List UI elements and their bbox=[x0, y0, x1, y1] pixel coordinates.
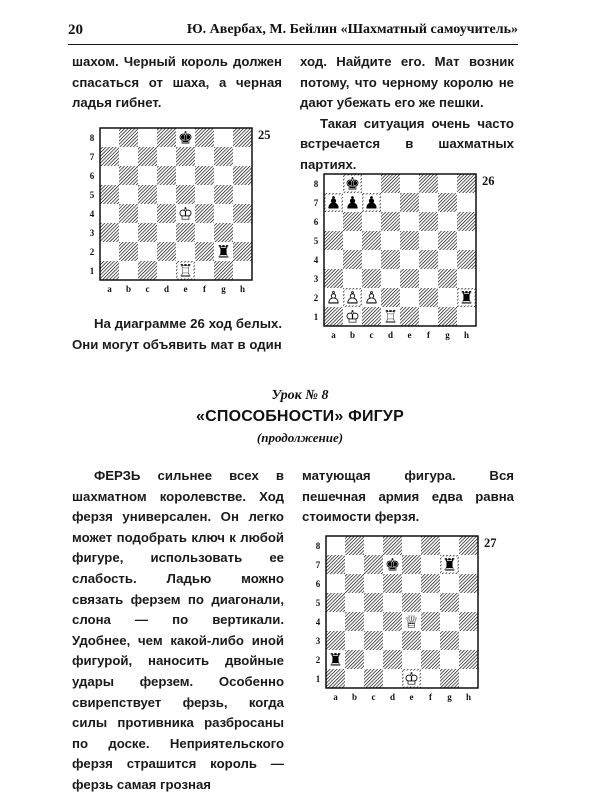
square-b3 bbox=[119, 223, 138, 242]
square-h1 bbox=[457, 307, 476, 326]
square-g5 bbox=[438, 231, 457, 250]
white-pawn-icon: ♙ bbox=[363, 288, 380, 308]
rank-label: 1 bbox=[315, 673, 321, 684]
chess-board bbox=[86, 126, 278, 296]
square-h4 bbox=[459, 612, 478, 631]
text-right-top bbox=[300, 52, 514, 176]
black-rook-icon: ♜ bbox=[441, 555, 458, 575]
square-g3 bbox=[440, 631, 459, 650]
section-title: «СПОСОБНОСТИ» ФИГУР bbox=[196, 408, 404, 425]
square-f2 bbox=[195, 242, 214, 261]
file-label: a bbox=[107, 284, 112, 294]
square-a8 bbox=[100, 128, 119, 147]
square-f8 bbox=[419, 174, 438, 193]
square-a4 bbox=[100, 204, 119, 223]
square-d3 bbox=[381, 269, 400, 288]
square-h1 bbox=[459, 669, 478, 688]
black-pawn-icon: ♟ bbox=[325, 193, 342, 213]
square-d8 bbox=[381, 174, 400, 193]
square-h6 bbox=[457, 212, 476, 231]
square-h7 bbox=[233, 147, 252, 166]
square-h1 bbox=[233, 261, 252, 280]
file-label: c bbox=[371, 692, 376, 702]
square-d2 bbox=[383, 650, 402, 669]
square-f3 bbox=[421, 631, 440, 650]
square-a1 bbox=[324, 307, 343, 326]
square-c8 bbox=[362, 174, 381, 193]
square-e2 bbox=[176, 242, 195, 261]
file-label: b bbox=[349, 330, 356, 340]
square-d3 bbox=[383, 631, 402, 650]
rank-label: 2 bbox=[313, 292, 319, 303]
square-f5 bbox=[419, 231, 438, 250]
square-d2 bbox=[157, 242, 176, 261]
square-c3 bbox=[362, 269, 381, 288]
square-d6 bbox=[381, 212, 400, 231]
file-label: h bbox=[463, 330, 470, 340]
square-h8 bbox=[459, 536, 478, 555]
square-d4 bbox=[383, 612, 402, 631]
square-a3 bbox=[326, 631, 345, 650]
white-pawn-icon: ♙ bbox=[344, 288, 361, 308]
square-b5 bbox=[119, 185, 138, 204]
square-e3 bbox=[400, 269, 419, 288]
square-b4 bbox=[119, 204, 138, 223]
square-e8 bbox=[400, 174, 419, 193]
square-c1 bbox=[362, 307, 381, 326]
text-right-bottom bbox=[302, 466, 514, 528]
square-a6 bbox=[324, 212, 343, 231]
diagram-27 bbox=[312, 534, 504, 709]
square-c5 bbox=[364, 593, 383, 612]
square-a4 bbox=[326, 612, 345, 631]
white-rook-icon: ♖ bbox=[177, 261, 194, 281]
square-a5 bbox=[324, 231, 343, 250]
square-f7 bbox=[195, 147, 214, 166]
square-h2 bbox=[233, 242, 252, 261]
square-b8 bbox=[119, 128, 138, 147]
square-f6 bbox=[195, 166, 214, 185]
page-header bbox=[68, 20, 518, 45]
square-e4 bbox=[400, 250, 419, 269]
black-rook-icon: ♜ bbox=[215, 242, 232, 262]
square-f7 bbox=[421, 555, 440, 574]
square-c5 bbox=[362, 231, 381, 250]
square-g4 bbox=[214, 204, 233, 223]
file-label: a bbox=[333, 692, 338, 702]
diagram-25 bbox=[86, 126, 278, 301]
square-a7 bbox=[326, 555, 345, 574]
square-f1 bbox=[421, 669, 440, 688]
square-d4 bbox=[381, 250, 400, 269]
square-f8 bbox=[195, 128, 214, 147]
square-b2 bbox=[345, 650, 364, 669]
paragraph: шахом. Черный король должен спасаться от шаха, а черная ладья гибнет. bbox=[72, 54, 282, 111]
square-c7 bbox=[138, 147, 157, 166]
square-b1 bbox=[345, 669, 364, 688]
square-a3 bbox=[324, 269, 343, 288]
square-c2 bbox=[364, 650, 383, 669]
black-pawn-icon: ♟ bbox=[344, 193, 361, 213]
black-rook-icon: ♜ bbox=[327, 650, 344, 670]
square-b8 bbox=[345, 536, 364, 555]
file-label: b bbox=[125, 284, 132, 294]
square-f6 bbox=[419, 212, 438, 231]
rank-label: 6 bbox=[89, 170, 95, 181]
square-a8 bbox=[326, 536, 345, 555]
rank-label: 7 bbox=[313, 197, 319, 208]
square-b3 bbox=[345, 631, 364, 650]
square-g8 bbox=[214, 128, 233, 147]
square-b7 bbox=[345, 555, 364, 574]
rank-label: 3 bbox=[313, 273, 319, 284]
file-label: e bbox=[407, 330, 412, 340]
square-d8 bbox=[383, 536, 402, 555]
square-f4 bbox=[195, 204, 214, 223]
rank-label: 5 bbox=[89, 189, 95, 200]
rank-label: 6 bbox=[315, 578, 321, 589]
square-d6 bbox=[383, 574, 402, 593]
square-a3 bbox=[100, 223, 119, 242]
text-left-top bbox=[72, 52, 282, 114]
square-e7 bbox=[176, 147, 195, 166]
square-b2 bbox=[119, 242, 138, 261]
file-label: b bbox=[351, 692, 358, 702]
square-h5 bbox=[233, 185, 252, 204]
square-d7 bbox=[157, 147, 176, 166]
square-c2 bbox=[138, 242, 157, 261]
square-g4 bbox=[440, 612, 459, 631]
square-c4 bbox=[362, 250, 381, 269]
section-subtitle: (продолжение) bbox=[256, 430, 344, 445]
square-g4 bbox=[438, 250, 457, 269]
square-h6 bbox=[459, 574, 478, 593]
file-label: c bbox=[369, 330, 374, 340]
rank-label: 6 bbox=[313, 216, 319, 227]
square-e1 bbox=[400, 307, 419, 326]
square-g7 bbox=[214, 147, 233, 166]
square-h5 bbox=[459, 593, 478, 612]
square-e6 bbox=[402, 574, 421, 593]
square-g6 bbox=[440, 574, 459, 593]
file-label: d bbox=[163, 284, 170, 294]
white-rook-icon: ♖ bbox=[382, 307, 399, 327]
square-c1 bbox=[364, 669, 383, 688]
rank-label: 8 bbox=[315, 540, 321, 551]
square-b5 bbox=[345, 593, 364, 612]
square-d6 bbox=[157, 166, 176, 185]
file-label: g bbox=[447, 692, 452, 702]
square-f4 bbox=[421, 612, 440, 631]
square-g1 bbox=[438, 307, 457, 326]
square-a5 bbox=[100, 185, 119, 204]
square-b6 bbox=[343, 212, 362, 231]
square-d5 bbox=[383, 593, 402, 612]
square-f5 bbox=[421, 593, 440, 612]
white-king-icon: ♔ bbox=[344, 307, 361, 327]
lesson-number: Урок № 8 bbox=[271, 388, 329, 403]
black-pawn-icon: ♟ bbox=[363, 193, 380, 213]
square-d4 bbox=[157, 204, 176, 223]
file-label: a bbox=[331, 330, 336, 340]
black-king-icon: ♚ bbox=[384, 555, 401, 575]
file-label: f bbox=[427, 330, 430, 340]
square-g7 bbox=[438, 193, 457, 212]
square-c5 bbox=[138, 185, 157, 204]
file-label: f bbox=[429, 692, 432, 702]
square-h4 bbox=[457, 250, 476, 269]
rank-label: 5 bbox=[315, 597, 321, 608]
square-d5 bbox=[157, 185, 176, 204]
square-g8 bbox=[438, 174, 457, 193]
square-b3 bbox=[343, 269, 362, 288]
square-b6 bbox=[119, 166, 138, 185]
square-e8 bbox=[402, 536, 421, 555]
paragraph: Такая ситуация очень часто встречается в шахматных партиях. bbox=[300, 115, 514, 172]
rank-label: 2 bbox=[89, 246, 95, 257]
square-f6 bbox=[421, 574, 440, 593]
square-b6 bbox=[345, 574, 364, 593]
square-b4 bbox=[345, 612, 364, 631]
square-c3 bbox=[364, 631, 383, 650]
square-c7 bbox=[364, 555, 383, 574]
square-e7 bbox=[400, 193, 419, 212]
paragraph: ход. Найдите его. Мат возник потому, что черному королю не дают убежать его же пешки. bbox=[300, 54, 514, 111]
square-d1 bbox=[157, 261, 176, 280]
square-a7 bbox=[100, 147, 119, 166]
square-d5 bbox=[381, 231, 400, 250]
black-king-icon: ♚ bbox=[344, 174, 361, 194]
square-h6 bbox=[233, 166, 252, 185]
square-g1 bbox=[214, 261, 233, 280]
square-a4 bbox=[324, 250, 343, 269]
square-c1 bbox=[138, 261, 157, 280]
square-e5 bbox=[400, 231, 419, 250]
square-h4 bbox=[233, 204, 252, 223]
square-g3 bbox=[438, 269, 457, 288]
white-king-icon: ♔ bbox=[177, 204, 194, 224]
square-a8 bbox=[324, 174, 343, 193]
rank-label: 4 bbox=[313, 254, 319, 265]
file-label: d bbox=[387, 330, 394, 340]
rank-label: 7 bbox=[315, 559, 321, 570]
square-g8 bbox=[440, 536, 459, 555]
file-label: f bbox=[203, 284, 206, 294]
file-label: d bbox=[389, 692, 396, 702]
square-d3 bbox=[157, 223, 176, 242]
square-a6 bbox=[100, 166, 119, 185]
square-c8 bbox=[364, 536, 383, 555]
square-c6 bbox=[138, 166, 157, 185]
file-label: c bbox=[145, 284, 150, 294]
white-pawn-icon: ♙ bbox=[325, 288, 342, 308]
rank-label: 8 bbox=[89, 132, 95, 143]
square-f5 bbox=[195, 185, 214, 204]
square-c8 bbox=[138, 128, 157, 147]
square-b4 bbox=[343, 250, 362, 269]
square-d8 bbox=[157, 128, 176, 147]
square-h8 bbox=[457, 174, 476, 193]
rank-label: 5 bbox=[313, 235, 319, 246]
square-d2 bbox=[381, 288, 400, 307]
file-label: e bbox=[183, 284, 188, 294]
square-d1 bbox=[383, 669, 402, 688]
text-left-bottom bbox=[72, 466, 284, 796]
square-b7 bbox=[119, 147, 138, 166]
square-e2 bbox=[400, 288, 419, 307]
white-queen-icon: ♕ bbox=[403, 612, 420, 632]
square-e2 bbox=[402, 650, 421, 669]
file-label: g bbox=[445, 330, 450, 340]
paragraph: ФЕРЗЬ сильнее всех в шахматном королевстве. Ход ферзя универсален. Он легко может подобрать ключ к любой фигуре, использовать ее слабость. Ладью можно связать ферзем по диагонали, слона — по вертикали. Удобнее, чем какой-либо иной фигурой, наносить двойные удары ферзем. Особенно свирепствует ферзь, когда силы противника разбросаны по доске. Неприятельского ферзя страшится король — ферзь самая грозная bbox=[72, 468, 284, 792]
paragraph: матующая фигура. Вся пешечная армия едва равна стоимости ферзя. bbox=[302, 468, 514, 525]
square-a1 bbox=[100, 261, 119, 280]
square-c6 bbox=[364, 574, 383, 593]
square-e3 bbox=[402, 631, 421, 650]
file-label: e bbox=[409, 692, 414, 702]
square-a6 bbox=[326, 574, 345, 593]
square-g2 bbox=[438, 288, 457, 307]
square-f2 bbox=[421, 650, 440, 669]
square-c3 bbox=[138, 223, 157, 242]
square-f3 bbox=[419, 269, 438, 288]
square-h3 bbox=[459, 631, 478, 650]
diagram-number: 27 bbox=[484, 536, 497, 550]
square-g3 bbox=[214, 223, 233, 242]
square-c6 bbox=[362, 212, 381, 231]
square-h7 bbox=[457, 193, 476, 212]
square-c4 bbox=[364, 612, 383, 631]
square-e3 bbox=[176, 223, 195, 242]
square-e7 bbox=[402, 555, 421, 574]
square-e5 bbox=[402, 593, 421, 612]
square-f8 bbox=[421, 536, 440, 555]
square-a5 bbox=[326, 593, 345, 612]
rank-label: 8 bbox=[313, 178, 319, 189]
square-g5 bbox=[214, 185, 233, 204]
square-f3 bbox=[195, 223, 214, 242]
page-number: 20 bbox=[68, 22, 83, 38]
square-e6 bbox=[400, 212, 419, 231]
paragraph: На диаграмме 26 ход белых. Они могут объявить мат в один bbox=[72, 316, 282, 352]
rank-label: 2 bbox=[315, 654, 321, 665]
file-label: h bbox=[465, 692, 472, 702]
square-f2 bbox=[419, 288, 438, 307]
black-king-icon: ♚ bbox=[177, 128, 194, 148]
running-title: Ю. Авербах, М. Бейлин «Шахматный самоучитель» bbox=[186, 22, 518, 37]
file-label: g bbox=[221, 284, 226, 294]
square-h3 bbox=[457, 269, 476, 288]
square-g6 bbox=[438, 212, 457, 231]
square-a2 bbox=[100, 242, 119, 261]
square-g5 bbox=[440, 593, 459, 612]
rank-label: 1 bbox=[89, 265, 95, 276]
square-h2 bbox=[459, 650, 478, 669]
square-h7 bbox=[459, 555, 478, 574]
square-a1 bbox=[326, 669, 345, 688]
square-b5 bbox=[343, 231, 362, 250]
square-d7 bbox=[381, 193, 400, 212]
rank-label: 1 bbox=[313, 311, 319, 322]
diagram-number: 26 bbox=[482, 174, 495, 188]
square-b1 bbox=[119, 261, 138, 280]
square-h5 bbox=[457, 231, 476, 250]
rank-label: 7 bbox=[89, 151, 95, 162]
chess-board bbox=[310, 172, 502, 342]
white-king-icon: ♔ bbox=[403, 669, 420, 689]
square-g1 bbox=[440, 669, 459, 688]
square-c4 bbox=[138, 204, 157, 223]
diagram-26 bbox=[310, 172, 502, 347]
square-e5 bbox=[176, 185, 195, 204]
text-left-middle bbox=[72, 314, 282, 355]
chess-board bbox=[312, 534, 504, 704]
square-h3 bbox=[233, 223, 252, 242]
square-f1 bbox=[195, 261, 214, 280]
square-g2 bbox=[440, 650, 459, 669]
file-label: h bbox=[239, 284, 246, 294]
black-rook-icon: ♜ bbox=[458, 288, 475, 308]
rank-label: 4 bbox=[315, 616, 321, 627]
rank-label: 3 bbox=[89, 227, 95, 238]
rank-label: 3 bbox=[315, 635, 321, 646]
diagram-number: 25 bbox=[258, 128, 271, 142]
square-f4 bbox=[419, 250, 438, 269]
square-f1 bbox=[419, 307, 438, 326]
square-g6 bbox=[214, 166, 233, 185]
square-h8 bbox=[233, 128, 252, 147]
rank-label: 4 bbox=[89, 208, 95, 219]
square-e6 bbox=[176, 166, 195, 185]
square-f7 bbox=[419, 193, 438, 212]
